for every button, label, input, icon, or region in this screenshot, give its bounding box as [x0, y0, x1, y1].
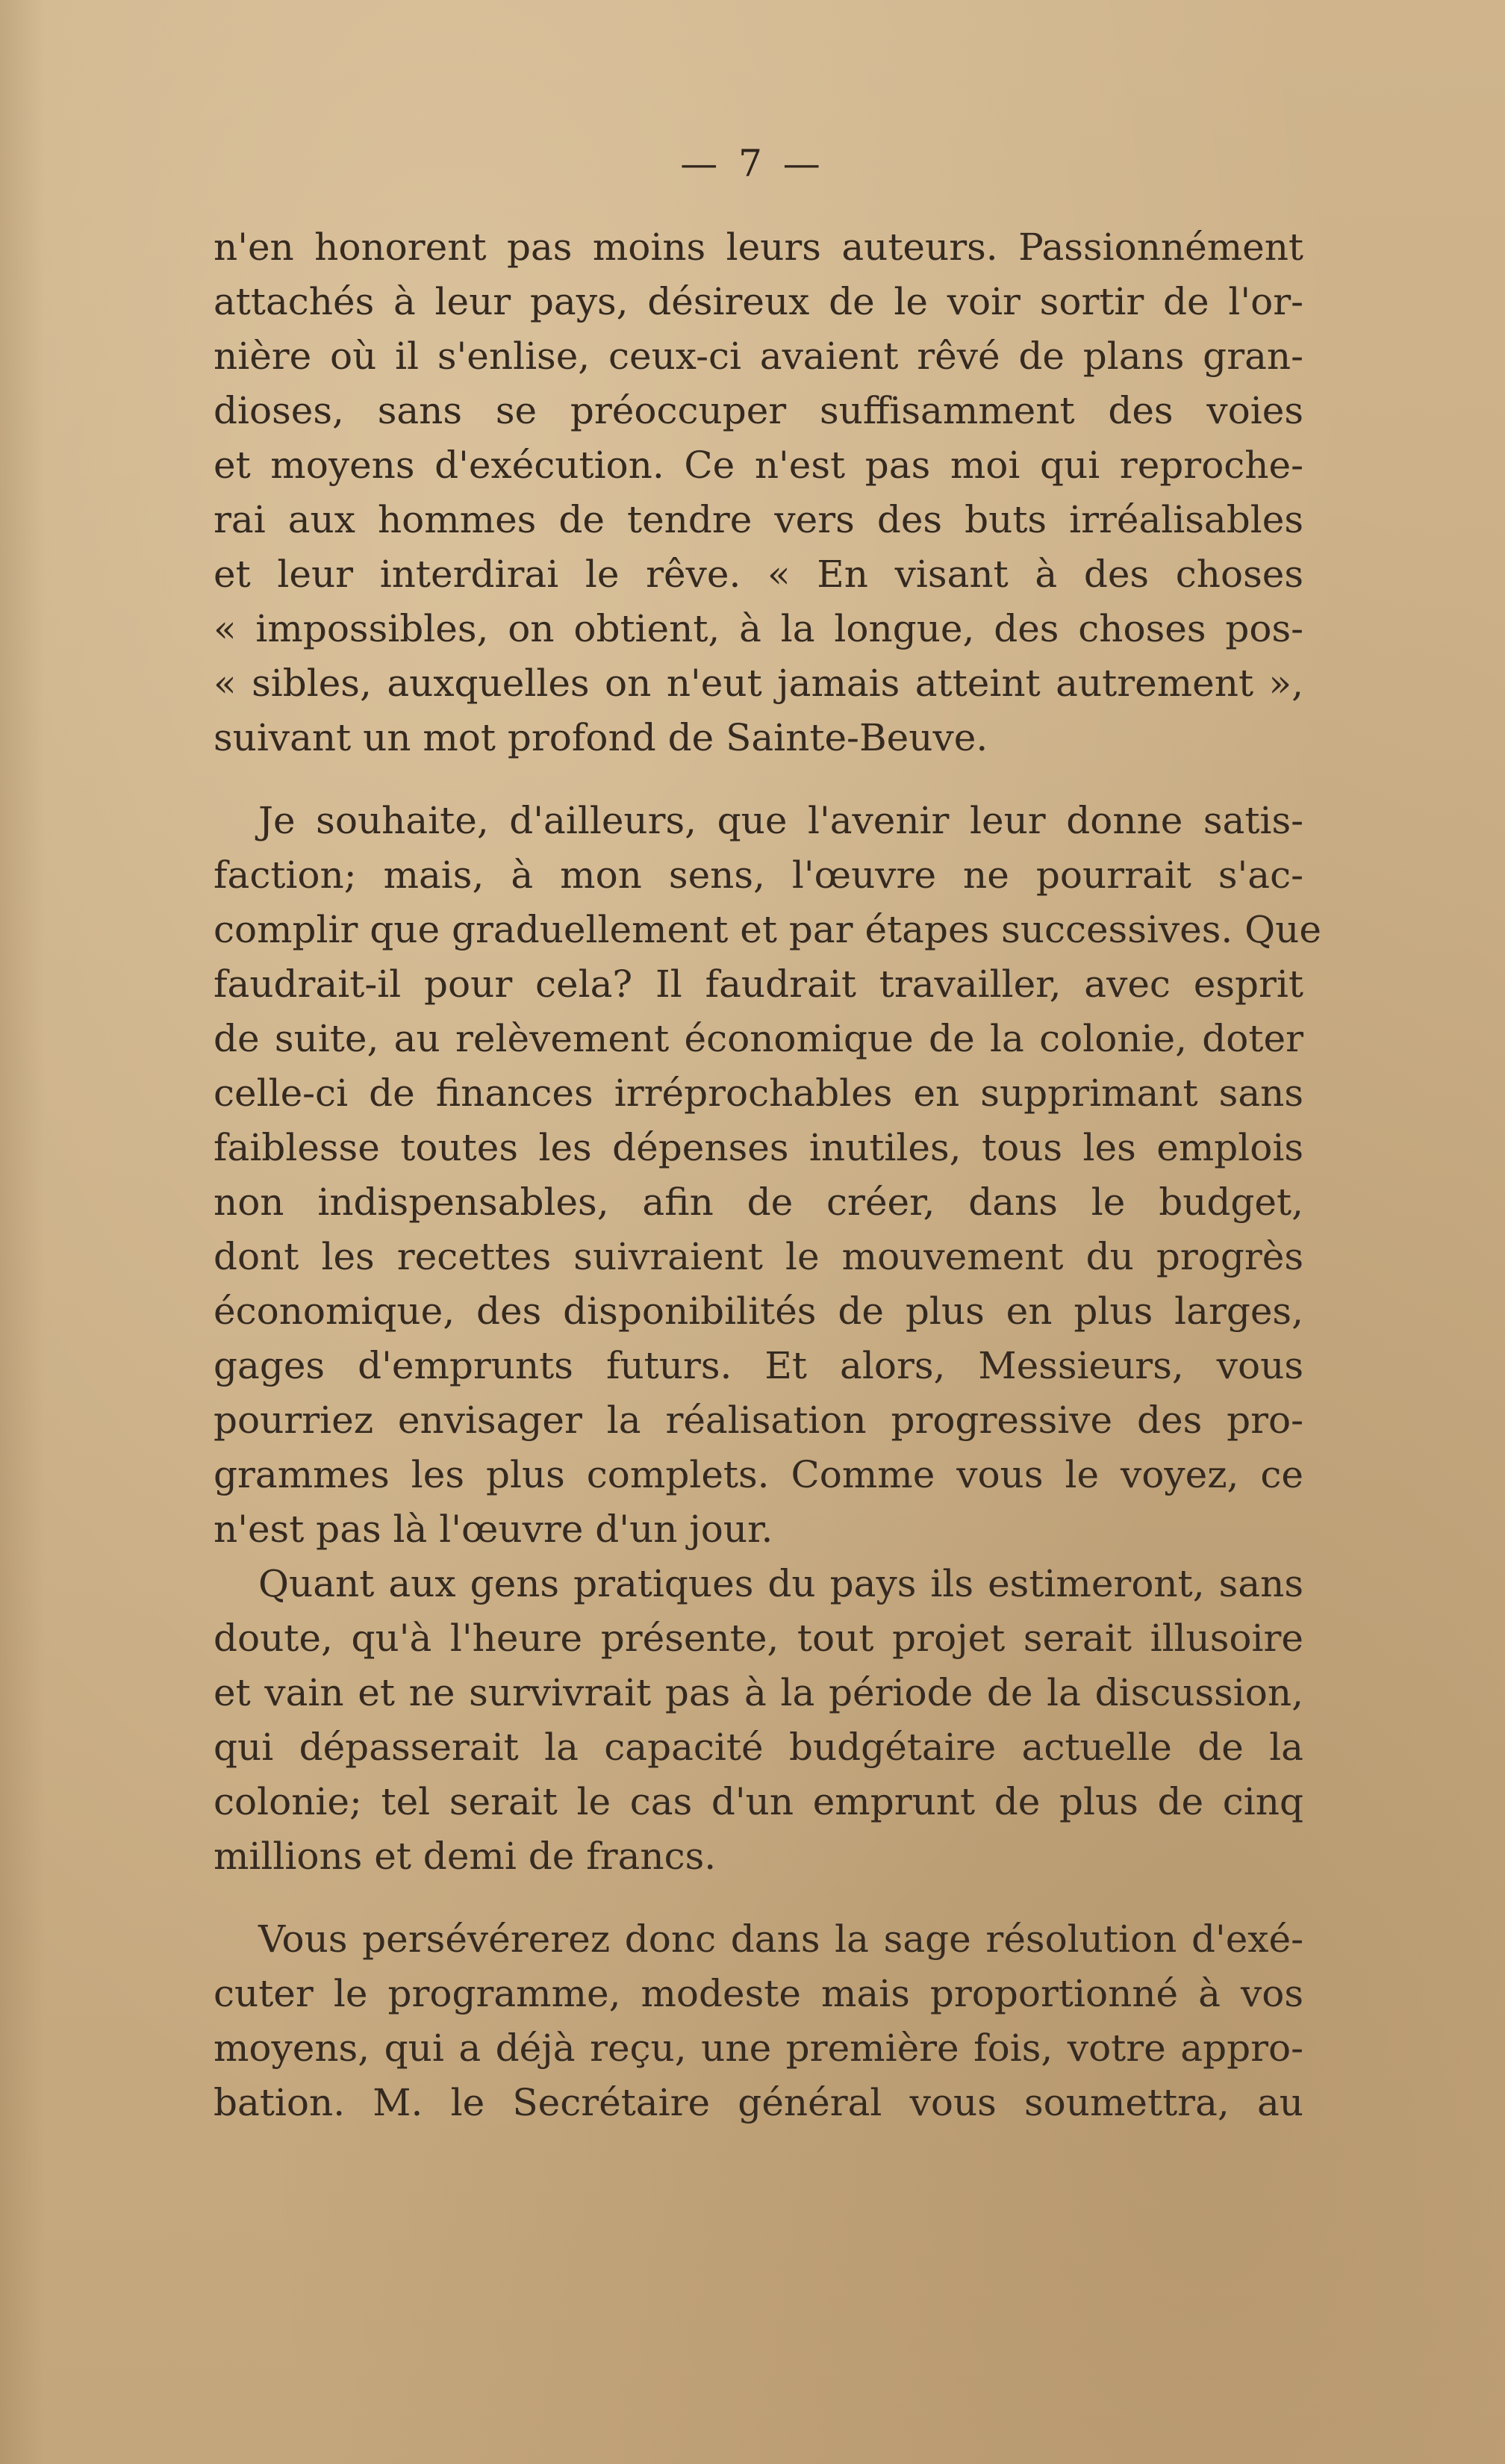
text-line: de suite, au relèvement économique de la colonie, doter: [214, 1017, 1303, 1060]
text-line: Quant aux gens pratiques du pays ils estimeront, sans: [258, 1562, 1303, 1605]
paragraph-spacer: [214, 1884, 1303, 1912]
text-line: pourriez envisager la réalisation progressive des pro-: [214, 1399, 1303, 1442]
text-line: doute, qu'à l'heure présente, tout projet serait illusoire: [214, 1617, 1303, 1660]
text-line: attachés à leur pays, désireux de le voir sortir de l'or-: [214, 280, 1303, 323]
text-line: n'est pas là l'œuvre d'un jour.: [214, 1508, 773, 1551]
text-line: faiblesse toutes les dépenses inutiles, tous les emplois: [214, 1126, 1303, 1169]
text-line: économique, des disponibilités de plus en plus larges,: [214, 1289, 1303, 1333]
text-line: dont les recettes suivraient le mouvement du progrès: [214, 1235, 1303, 1278]
text-line: Je souhaite, d'ailleurs, que l'avenir leur donne satis-: [258, 799, 1303, 842]
text-line: et moyens d'exécution. Ce n'est pas moi qui reproche-: [214, 444, 1303, 487]
text-line: Vous persévérerez donc dans la sage résolution d'exé-: [258, 1917, 1303, 1961]
text-line: millions et demi de francs.: [214, 1835, 717, 1878]
text-line: bation. M. le Secrétaire général vous soumettra, au: [214, 2081, 1303, 2124]
text-line: celle-ci de finances irréprochables en supprimant sans: [214, 1071, 1303, 1115]
page-number: — 7 —: [680, 142, 825, 185]
paragraph-spacer: [214, 765, 1303, 794]
text-line: gages d'emprunts futurs. Et alors, Messieurs, vous: [214, 1344, 1303, 1387]
text-line: nière où il s'enlise, ceux-ci avaient rêvé de plans gran-: [214, 335, 1303, 378]
paragraph-2: [214, 794, 1321, 1557]
paragraph-4: [214, 1912, 1303, 2130]
text-line: n'en honorent pas moins leurs auteurs. Passionnément: [214, 225, 1303, 269]
text-line: « sibles, auxquelles on n'eut jamais atteint autrement »,: [214, 662, 1303, 705]
text-body: [214, 220, 1321, 2130]
text-line: et leur interdirai le rêve. « En visant à des choses: [214, 553, 1303, 596]
paragraph-1: [214, 220, 1303, 765]
text-line: « impossibles, on obtient, à la longue, des choses pos-: [214, 607, 1303, 650]
text-line: faction; mais, à mon sens, l'œuvre ne pourrait s'ac-: [214, 853, 1303, 897]
text-line: faudrait-il pour cela? Il faudrait travailler, avec esprit: [214, 962, 1303, 1006]
text-line: colonie; tel serait le cas d'un emprunt de plus de cinq: [214, 1780, 1303, 1823]
text-line: grammes les plus complets. Comme vous le voyez, ce: [214, 1453, 1303, 1496]
text-line: et vain et ne survivrait pas à la période de la discussion,: [214, 1671, 1303, 1714]
text-line: cuter le programme, modeste mais proportionné à vos: [214, 1972, 1303, 2015]
paragraph-3: [214, 1557, 1303, 1884]
text-line: moyens, qui a déjà reçu, une première fois, votre appro-: [214, 2026, 1303, 2070]
text-line: complir que graduellement et par étapes successives. Que: [214, 908, 1321, 951]
text-line: suivant un mot profond de Sainte-Beuve.: [214, 716, 988, 759]
text-line: rai aux hommes de tendre vers des buts irréalisables: [214, 498, 1303, 541]
text-line: non indispensables, afin de créer, dans le budget,: [214, 1180, 1303, 1224]
text-line: qui dépasserait la capacité budgétaire actuelle de la: [214, 1726, 1303, 1769]
text-line: dioses, sans se préoccuper suffisamment des voies: [214, 389, 1303, 432]
